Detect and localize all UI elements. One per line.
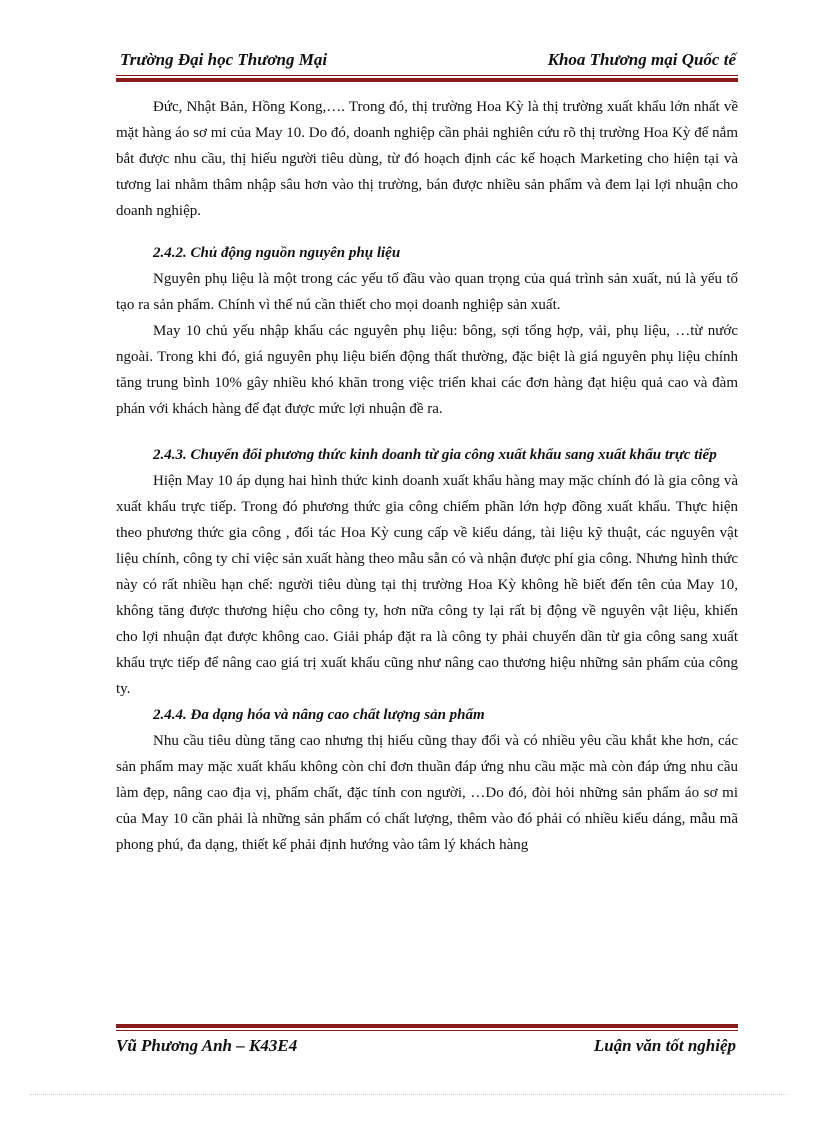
paragraph: Đức, Nhật Bản, Hồng Kong,…. Trong đó, thị trường Hoa Kỳ là thị trường xuất khẩu lớn nhất về mặt hàng áo sơ mi của May 10. Do đó, doanh nghiệp cần phải nghiên cứu rõ thị trường Hoa Kỳ để nắm bắt được nhu cầu, thị hiếu người tiêu dùng, từ đó hoạch định các kế hoạch Marketing cho hiện tại và tương lai nhằm thâm nhập sâu hơn vào thị trường, bán được nhiều sản phẩm và đem lại lợi nhuận cho doanh nghiệp. xyxy=(116,99,738,219)
paragraph: Nguyên phụ liệu là một trong các yếu tố đầu vào quan trọng của quá trình sản xuất, nú là yếu tố tạo ra sản phẩm. Chính vì thế nú cần thiết cho mọi doanh nghiệp sản xuất. xyxy=(116,271,738,313)
footer-document-type: Luận văn tốt nghiệp xyxy=(593,1036,736,1055)
section-heading-2-4-4: 2.4.4. Đa dạng hóa và nâng cao chất lượng sản phẩm xyxy=(153,707,485,723)
footer-rule xyxy=(116,1024,738,1032)
section-heading-2-4-2: 2.4.2. Chủ động nguồn nguyên phụ liệu xyxy=(153,245,401,261)
header-rule xyxy=(116,75,738,83)
header-university: Trường Đại học Thương Mại xyxy=(120,50,328,69)
header-faculty: Khoa Thương mại Quốc tế xyxy=(547,50,736,69)
footer-author: Vũ Phương Anh – K43E4 xyxy=(116,1036,298,1055)
section-heading-2-4-3: 2.4.3. Chuyển đổi phương thức kinh doanh từ gia công xuất khẩu sang xuất khẩu trực tiếp xyxy=(153,447,717,463)
paragraph: Hiện May 10 áp dụng hai hình thức kinh doanh xuất khẩu hàng may mặc chính đó là gia công và xuất khẩu trực tiếp. Trong đó phương thức gia công chiếm phần lớn hợp đồng xuất khẩu. Thực hiện theo phương thức gia công , đối tác Hoa Kỳ cung cấp về kiểu dáng, tài liệu kỹ thuật, các nguyên vật liệu chính, công ty chỉ việc sản xuất hàng theo mẫu sẵn có và nhận được phí gia công. Nhưng hình thức này có rất nhiều hạn chế: người tiêu dùng tại thị trường Hoa Kỳ không hề biết đến tên của May 10, không tăng được thương hiệu cho công ty, hơn nữa công ty lại rất bị động về nguyên vật liệu, khiến cho lợi nhuận đạt được không cao. Giải pháp đặt ra là công ty phải chuyển dần từ gia công sang xuất khẩu trực tiếp để nâng cao giá trị xuất khẩu cũng như nâng cao thương hiệu những sản phẩm của công ty. xyxy=(116,473,738,697)
paragraph: May 10 chủ yếu nhập khẩu các nguyên phụ liệu: bông, sợi tổng hợp, vải, phụ liệu, …từ nước ngoài. Trong khi đó, giá nguyên phụ liệu biến động thất thường, đặc biệt là giá nguyên phụ liệu chính tăng trung bình 10% gây nhiều khó khăn trong việc triển khai các đơn hàng đạt hiệu quả cao và đàm phán với khách hàng để đạt được mức lợi nhuận đề ra. xyxy=(116,323,738,417)
page-header xyxy=(116,50,738,72)
page-footer xyxy=(116,1036,738,1058)
page-break-divider xyxy=(30,1094,786,1095)
paragraph: Nhu cầu tiêu dùng tăng cao nhưng thị hiếu cũng thay đổi và có nhiều yêu cầu khắt khe hơn, các sản phẩm may mặc xuất khẩu không còn chỉ đơn thuần đáp ứng nhu cầu mặc mà còn đáp ứng nhu cầu làm đẹp, nâng cao địa vị, phẩm chất, đặc tính con người, …Do đó, đòi hỏi những sản phẩm áo sơ mi của May 10 cần phải là những sản phẩm có chất lượng, thêm vào đó phải có nhiều kiểu dáng, mẫu mã phong phú, đa dạng, thiết kế phải định hướng vào tâm lý khách hàng xyxy=(116,733,738,853)
document-body xyxy=(116,94,738,858)
